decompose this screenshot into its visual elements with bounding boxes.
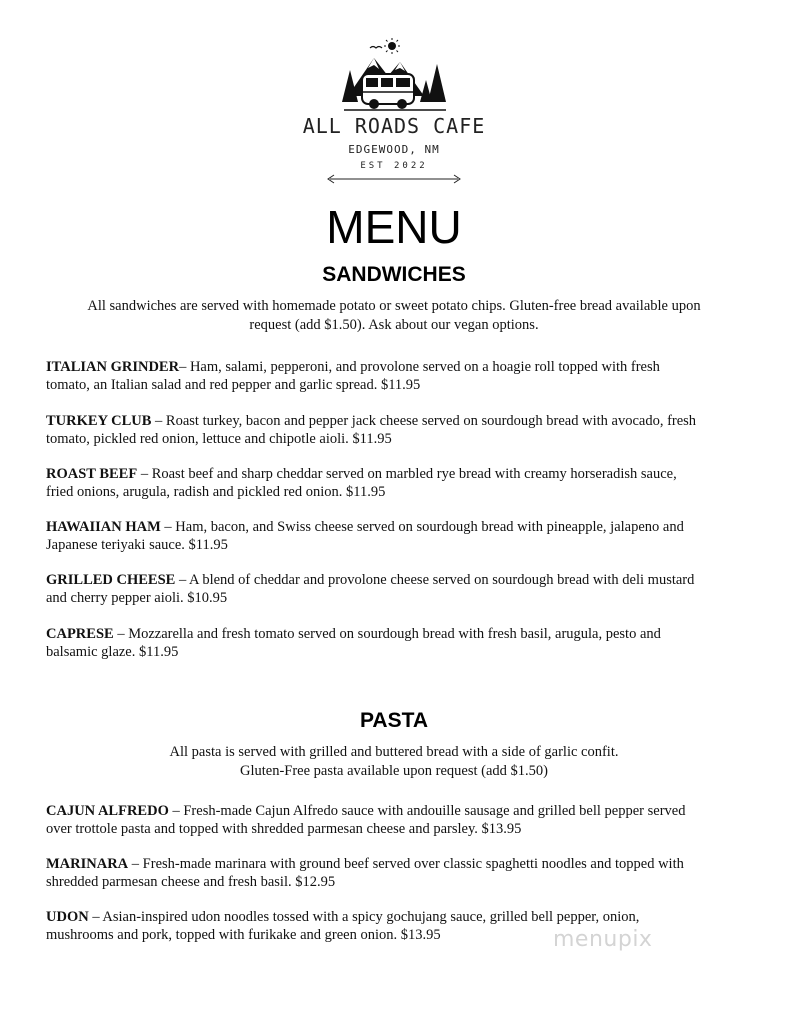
item-description: – Asian-inspired udon noodles tossed with a spicy gochujang sauce, grilled bell pepper, onion, [88,909,640,925]
sandwiches-intro-line2: request (add $1.50). Ask about our vegan options. [249,317,539,333]
item-name: ITALIAN GRINDER [46,359,180,375]
menu-item-italian-grinder [46,358,746,394]
item-description-cont: balsamic glaze. $11.95 [46,644,179,660]
item-description: – Mozzarella and fresh tomato served on sourdough bread with fresh basil, arugula, pesto and [113,626,661,642]
item-description-cont: tomato, pickled red onion, lettuce and chipotle aioli. $11.95 [46,431,392,447]
item-description-cont: mushrooms and pork, topped with furikake and green onion. $13.95 [46,927,441,943]
pasta-intro [40,743,748,781]
arrow-rule-icon [326,174,462,184]
item-name: MARINARA [46,856,129,872]
item-description: – Roast beef and sharp cheddar served on marbled rye bread with creamy horseradish sauce, [137,466,677,482]
pasta-intro-line2: Gluten-Free pasta available upon request (add $1.50) [239,763,549,779]
item-name: ROAST BEEF [46,466,138,482]
camper-van-mountains-icon [334,36,454,116]
item-name: CAJUN ALFREDO [46,803,169,819]
menu-item-grilled-cheese [46,571,746,607]
sandwiches-heading: SANDWICHES [322,263,466,286]
item-name: CAPRESE [46,626,114,642]
cafe-established: EST 2022 [360,161,428,171]
item-description: – Fresh-made marinara with ground beef served over classic spaghetti noodles and topped with [128,856,684,872]
item-name: UDON [46,909,89,925]
sandwiches-intro [40,297,748,335]
item-description-cont: tomato, an Italian salad and red pepper and garlic spread. $11.95 [46,377,421,393]
item-description: – A blend of cheddar and provolone cheese served on sourdough bread with deli mustard [175,572,695,588]
item-description: – Ham, salami, pepperoni, and provolone served on a hoagie roll topped with fresh [179,359,660,375]
item-description: – Fresh-made Cajun Alfredo sauce with andouille sausage and grilled bell pepper served [168,803,686,819]
menu-item-hawaiian-ham [46,518,746,554]
item-description-cont: fried onions, arugula, radish and pickled red onion. $11.95 [46,484,386,500]
item-name: TURKEY CLUB [46,413,152,429]
sandwiches-intro-line1: All sandwiches are served with homemade potato or sweet potato chips. Gluten-free bread available upon [87,298,701,314]
menu-item-caprese [46,625,746,661]
menu-item-roast-beef [46,465,746,501]
item-description-cont: Japanese teriyaki sauce. $11.95 [46,537,228,553]
pasta-heading: PASTA [359,709,429,732]
menu-title: MENU [326,201,462,253]
item-name: HAWAIIAN HAM [46,519,161,535]
cafe-name: ALL ROADS CAFE [302,114,486,138]
menu-item-marinara [46,855,746,891]
item-description: – Roast turkey, bacon and pepper jack cheese served on sourdough bread with avocado, fresh [151,413,697,429]
menu-item-cajun-alfredo [46,802,746,838]
item-name: GRILLED CHEESE [46,572,176,588]
cafe-location: EDGEWOOD, NM [348,143,440,156]
menu-item-turkey-club [46,412,746,448]
item-description-cont: shredded parmesan cheese and fresh basil. $12.95 [46,874,336,890]
item-description-cont: over trottole pasta and topped with shredded parmesan cheese and parsley. $13.95 [46,821,522,837]
item-description: – Ham, bacon, and Swiss cheese served on sourdough bread with pineapple, jalapeno and [160,519,684,535]
pasta-intro-line1: All pasta is served with grilled and buttered bread with a side of garlic confit. [169,744,619,760]
item-description-cont: and cherry pepper aioli. $10.95 [46,590,228,606]
watermark: menupix [553,927,653,952]
